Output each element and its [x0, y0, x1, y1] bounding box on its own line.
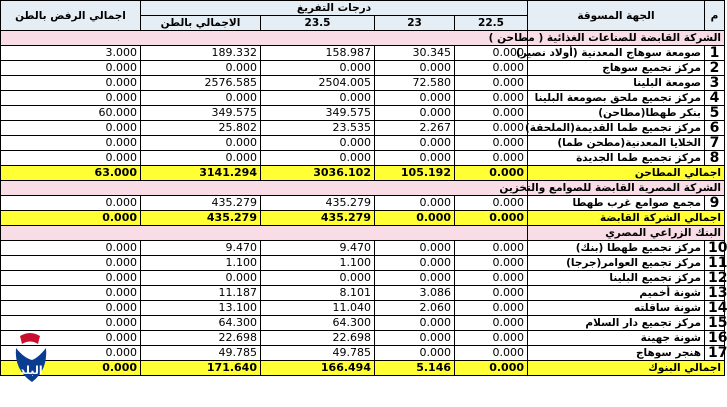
section-total-row [1, 361, 725, 376]
grade-23-5-cell: 158.987 [261, 46, 375, 61]
total-label-cell: اجمالي البنوك [528, 361, 725, 376]
entity-cell: الخلايا المعدنية(مطحن طما) [528, 136, 705, 151]
table-row [1, 286, 725, 301]
total-ton-cell: 435.279 [141, 211, 261, 226]
total-reject-cell: 63.000 [1, 166, 141, 181]
grade-22-5-cell: 0.000 [455, 316, 528, 331]
table-row [1, 271, 725, 286]
section-spacer [1, 181, 528, 196]
grade-22-5-cell: 0.000 [455, 121, 528, 136]
table-row [1, 136, 725, 151]
header-row-1 [1, 1, 725, 16]
total-cell: 11.187 [141, 286, 261, 301]
total-cell: 9.470 [141, 241, 261, 256]
entity-cell: شونة ساقلته [528, 301, 705, 316]
total-cell: 435.279 [141, 196, 261, 211]
grade-23-cell: 0.000 [375, 106, 455, 121]
section-total-row [1, 211, 725, 226]
grade-22-5-cell: 0.000 [455, 346, 528, 361]
grade-23-cell: 0.000 [375, 151, 455, 166]
index-cell: 16 [705, 331, 725, 346]
total-cell: 2576.585 [141, 76, 261, 91]
grade-23-5-cell: 0.000 [261, 271, 375, 286]
grade-23-5-cell: 0.000 [261, 136, 375, 151]
index-cell: 11 [705, 256, 725, 271]
grade-23-5-cell: 1.100 [261, 256, 375, 271]
grade-22-5-cell: 0.000 [455, 286, 528, 301]
section-header-row [1, 181, 725, 196]
table-row [1, 316, 725, 331]
grade-22-5-cell: 0.000 [455, 331, 528, 346]
section-title: الشركة المصرية القابضة للصوامع والتخزين [528, 181, 725, 196]
total-grade-23-cell: 0.000 [375, 211, 455, 226]
grade-23-cell: 0.000 [375, 61, 455, 76]
header-grade-23: 23 [375, 16, 455, 31]
grade-22-5-cell: 0.000 [455, 136, 528, 151]
table-row [1, 256, 725, 271]
reject-cell: 0.000 [1, 286, 141, 301]
section-header-row [1, 226, 725, 241]
grade-22-5-cell: 0.000 [455, 196, 528, 211]
total-cell: 0.000 [141, 61, 261, 76]
header-total-ton: الاجمالي بالطن [141, 16, 261, 31]
grade-23-5-cell: 0.000 [261, 91, 375, 106]
table-row [1, 106, 725, 121]
index-cell: 17 [705, 346, 725, 361]
reject-cell: 0.000 [1, 271, 141, 286]
grade-23-cell: 0.000 [375, 241, 455, 256]
grade-23-5-cell: 11.040 [261, 301, 375, 316]
grade-22-5-cell: 0.000 [455, 151, 528, 166]
grade-22-5-cell: 0.000 [455, 271, 528, 286]
table-row [1, 46, 725, 61]
grade-23-5-cell: 349.575 [261, 106, 375, 121]
total-cell: 189.332 [141, 46, 261, 61]
section-spacer [1, 226, 528, 241]
entity-cell: شونة أخميم [528, 286, 705, 301]
page-edge [0, 401, 724, 407]
total-cell: 22.698 [141, 331, 261, 346]
total-cell: 25.802 [141, 121, 261, 136]
grade-23-5-cell: 64.300 [261, 316, 375, 331]
grade-23-cell: 0.000 [375, 256, 455, 271]
grade-22-5-cell: 0.000 [455, 256, 528, 271]
index-cell: 8 [705, 151, 725, 166]
section-total-row [1, 166, 725, 181]
grade-23-cell: 0.000 [375, 136, 455, 151]
total-grade-22-5-cell: 0.000 [455, 211, 528, 226]
entity-cell: مركز تجميع طهطا (بنك) [528, 241, 705, 256]
total-cell: 13.100 [141, 301, 261, 316]
index-cell: 15 [705, 316, 725, 331]
index-cell: 2 [705, 61, 725, 76]
table-row [1, 151, 725, 166]
grade-23-cell: 0.000 [375, 271, 455, 286]
reject-cell: 0.000 [1, 301, 141, 316]
table-row [1, 301, 725, 316]
header-grades-group: درجات التفريغ [141, 1, 528, 16]
entity-cell: هنجر سوهاج [528, 346, 705, 361]
grade-23-cell: 3.086 [375, 286, 455, 301]
entity-cell: مركز تجميع العوامر(جرجا) [528, 256, 705, 271]
total-cell: 0.000 [141, 271, 261, 286]
total-grade-23-cell: 5.146 [375, 361, 455, 376]
grade-23-5-cell: 49.785 [261, 346, 375, 361]
index-cell: 4 [705, 91, 725, 106]
entity-cell: صومعة البلينا [528, 76, 705, 91]
index-cell: 5 [705, 106, 725, 121]
section-header-row [1, 31, 725, 46]
header-total-reject: اجمالي الرفض بالطن [1, 1, 141, 31]
grade-22-5-cell: 0.000 [455, 76, 528, 91]
reject-cell: 0.000 [1, 196, 141, 211]
index-cell: 13 [705, 286, 725, 301]
total-grade-23-cell: 105.192 [375, 166, 455, 181]
total-label-cell: اجمالي المطاحن [528, 166, 725, 181]
header-grade-22-5: 22.5 [455, 16, 528, 31]
header-entity: الجهة المسوقة [528, 1, 705, 31]
entity-cell: مركز تجميع البلينا [528, 271, 705, 286]
entity-cell: مركز تجميع طما القديمة(الملحقة) [528, 121, 705, 136]
total-ton-cell: 3141.294 [141, 166, 261, 181]
grade-23-5-cell: 23.535 [261, 121, 375, 136]
reject-cell: 0.000 [1, 256, 141, 271]
index-cell: 1 [705, 46, 725, 61]
entity-cell: مجمع صوامع غرب طهطا [528, 196, 705, 211]
grade-23-cell: 2.060 [375, 301, 455, 316]
total-cell: 1.100 [141, 256, 261, 271]
grade-23-cell: 2.267 [375, 121, 455, 136]
reject-cell: 0.000 [1, 241, 141, 256]
grade-22-5-cell: 0.000 [455, 241, 528, 256]
total-cell: 349.575 [141, 106, 261, 121]
table-row [1, 61, 725, 76]
total-cell: 64.300 [141, 316, 261, 331]
entity-cell: مركز تجميع دار السلام [528, 316, 705, 331]
reject-cell: 0.000 [1, 76, 141, 91]
entity-cell: مركز تجميع سوهاج [528, 61, 705, 76]
index-cell: 9 [705, 196, 725, 211]
entity-cell: صومعة سوهاج المعدنية (أولاد نصير) [528, 46, 705, 61]
total-grade-22-5-cell: 0.000 [455, 361, 528, 376]
index-cell: 12 [705, 271, 725, 286]
reject-cell: 0.000 [1, 151, 141, 166]
total-reject-cell: 0.000 [1, 211, 141, 226]
index-cell: 10 [705, 241, 725, 256]
entity-cell: بنكر طهطا(مطاحن) [528, 106, 705, 121]
reject-cell: 0.000 [1, 331, 141, 346]
reject-cell: 0.000 [1, 61, 141, 76]
total-grade-22-5-cell: 0.000 [455, 166, 528, 181]
section-spacer [1, 31, 528, 46]
index-cell: 6 [705, 121, 725, 136]
sada-elbalad-logo-icon [10, 330, 52, 388]
entity-cell: مركز تجميع ملحق بصومعة البلينا [528, 91, 705, 106]
header-index: م [705, 1, 725, 31]
grade-23-cell: 0.000 [375, 91, 455, 106]
grade-22-5-cell: 0.000 [455, 46, 528, 61]
header-grade-23-5: 23.5 [261, 16, 375, 31]
table-row [1, 346, 725, 361]
section-title: الشركة القابضة للصناعات الغذائية ( مطاحن ) [528, 31, 725, 46]
table-row [1, 241, 725, 256]
total-grade-23-5-cell: 435.279 [261, 211, 375, 226]
total-label-cell: اجمالي الشركة القابضة [528, 211, 725, 226]
total-cell: 0.000 [141, 151, 261, 166]
total-cell: 0.000 [141, 91, 261, 106]
logo-text: البلد [19, 364, 43, 377]
reject-cell: 0.000 [1, 316, 141, 331]
index-cell: 7 [705, 136, 725, 151]
grade-22-5-cell: 0.000 [455, 91, 528, 106]
grade-22-5-cell: 0.000 [455, 301, 528, 316]
total-grade-23-5-cell: 166.494 [261, 361, 375, 376]
total-reject-cell: 0.000 [1, 361, 141, 376]
table-row [1, 76, 725, 91]
table-row [1, 121, 725, 136]
section-title: البنك الزراعي المصري [528, 226, 725, 241]
table-row [1, 91, 725, 106]
total-cell: 0.000 [141, 136, 261, 151]
grade-23-cell: 0.000 [375, 331, 455, 346]
grade-22-5-cell: 0.000 [455, 61, 528, 76]
reject-cell: 60.000 [1, 106, 141, 121]
grade-22-5-cell: 0.000 [455, 106, 528, 121]
grade-23-5-cell: 22.698 [261, 331, 375, 346]
total-grade-23-5-cell: 3036.102 [261, 166, 375, 181]
entity-cell: مركز تجميع طما الجديدة [528, 151, 705, 166]
grade-23-cell: 72.580 [375, 76, 455, 91]
grade-23-5-cell: 8.101 [261, 286, 375, 301]
grade-23-5-cell: 2504.005 [261, 76, 375, 91]
reject-cell: 3.000 [1, 46, 141, 61]
reject-cell: 0.000 [1, 91, 141, 106]
total-cell: 49.785 [141, 346, 261, 361]
grade-23-5-cell: 0.000 [261, 151, 375, 166]
table-row [1, 196, 725, 211]
reject-cell: 0.000 [1, 121, 141, 136]
index-cell: 14 [705, 301, 725, 316]
grade-23-5-cell: 435.279 [261, 196, 375, 211]
grade-23-cell: 30.345 [375, 46, 455, 61]
total-ton-cell: 171.640 [141, 361, 261, 376]
grade-23-cell: 0.000 [375, 346, 455, 361]
grade-23-5-cell: 0.000 [261, 61, 375, 76]
entity-cell: شونة جهينة [528, 331, 705, 346]
table-row [1, 331, 725, 346]
index-cell: 3 [705, 76, 725, 91]
grade-23-cell: 0.000 [375, 196, 455, 211]
grade-23-cell: 0.000 [375, 316, 455, 331]
grade-23-5-cell: 9.470 [261, 241, 375, 256]
reject-cell: 0.000 [1, 136, 141, 151]
reject-cell: 0.000 [1, 346, 141, 361]
